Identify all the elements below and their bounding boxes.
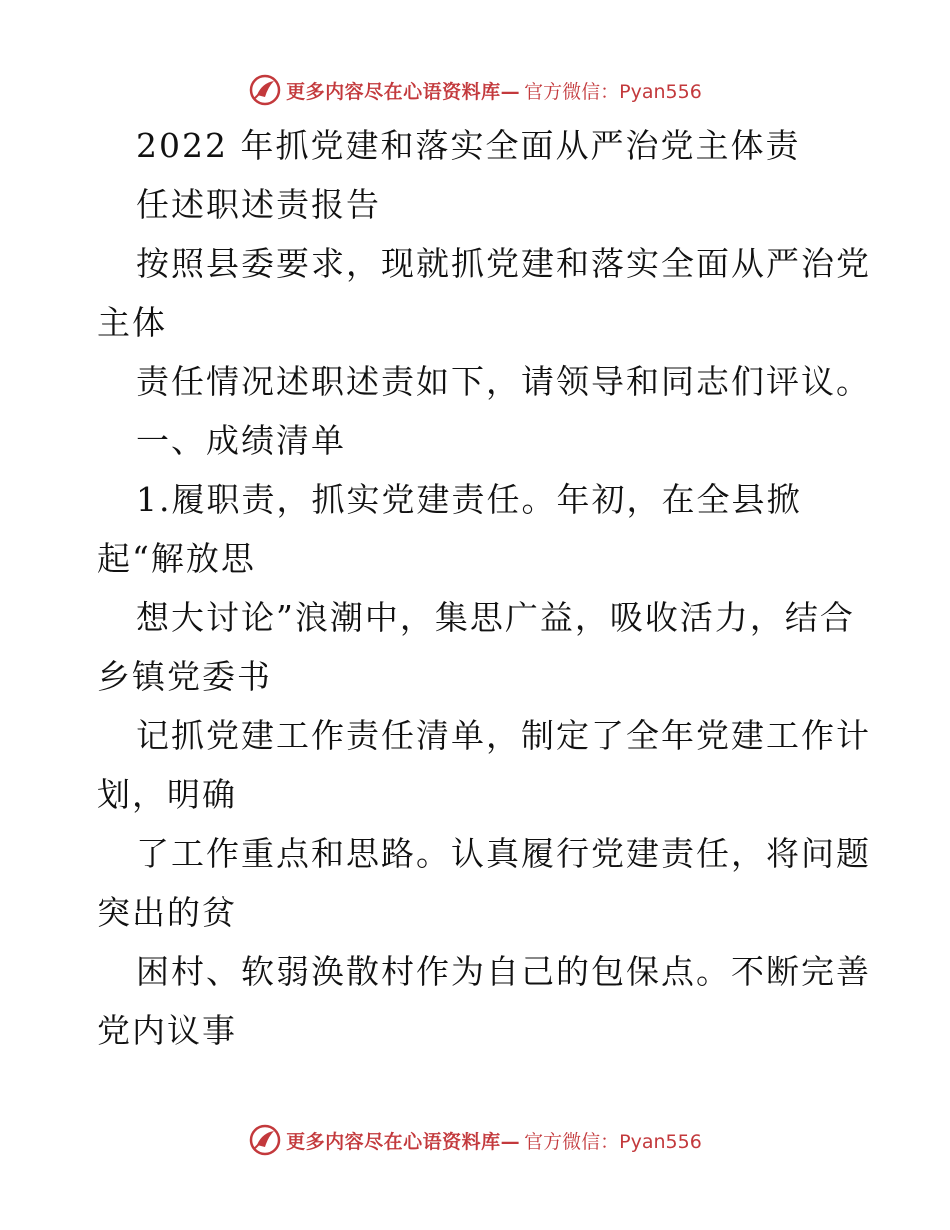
- watermark-contact: 官方微信：Pyan556: [524, 1130, 702, 1153]
- doc-text-line: 起“解放思: [97, 539, 256, 578]
- doc-text-line: 党内议事: [97, 1011, 237, 1050]
- footer-watermark: [0, 1120, 950, 1160]
- doc-text-line: 1.履职责，抓实党建责任。年初，在全县掀: [136, 480, 802, 519]
- doc-text-line: 主体: [97, 303, 167, 342]
- doc-text-line: 想大讨论”浪潮中，集思广益，吸收活力，结合: [136, 598, 855, 637]
- doc-text-line: 了工作重点和思路。认真履行党建责任，将问题: [136, 834, 871, 873]
- watermark-logo-icon: [248, 1123, 282, 1157]
- doc-text-line: 按照县委要求，现就抓党建和落实全面从严治党: [136, 244, 871, 283]
- watermark-logo-icon: [248, 73, 282, 107]
- doc-text-line: 记抓党建工作责任清单，制定了全年党建工作计: [136, 716, 871, 755]
- doc-text-line: 困村、软弱涣散村作为自己的包保点。不断完善: [136, 952, 871, 991]
- header-watermark: [0, 70, 950, 110]
- watermark-text: 更多内容尽在心语资料库—: [286, 80, 521, 103]
- doc-text-line: 突出的贫: [97, 893, 237, 932]
- watermark-text: 更多内容尽在心语资料库—: [286, 1130, 521, 1153]
- watermark-contact: 官方微信：Pyan556: [524, 80, 702, 103]
- doc-title-line-2: 任述职述责报告: [136, 185, 381, 224]
- doc-text-line: 责任情况述职述责如下，请领导和同志们评议。: [136, 362, 871, 401]
- section-heading: 一、成绩清单: [136, 421, 346, 460]
- doc-title-line-1: 2022 年抓党建和落实全面从严治党主体责: [136, 126, 801, 165]
- doc-text-line: 划，明确: [97, 775, 237, 814]
- doc-text-line: 乡镇党委书: [97, 657, 272, 696]
